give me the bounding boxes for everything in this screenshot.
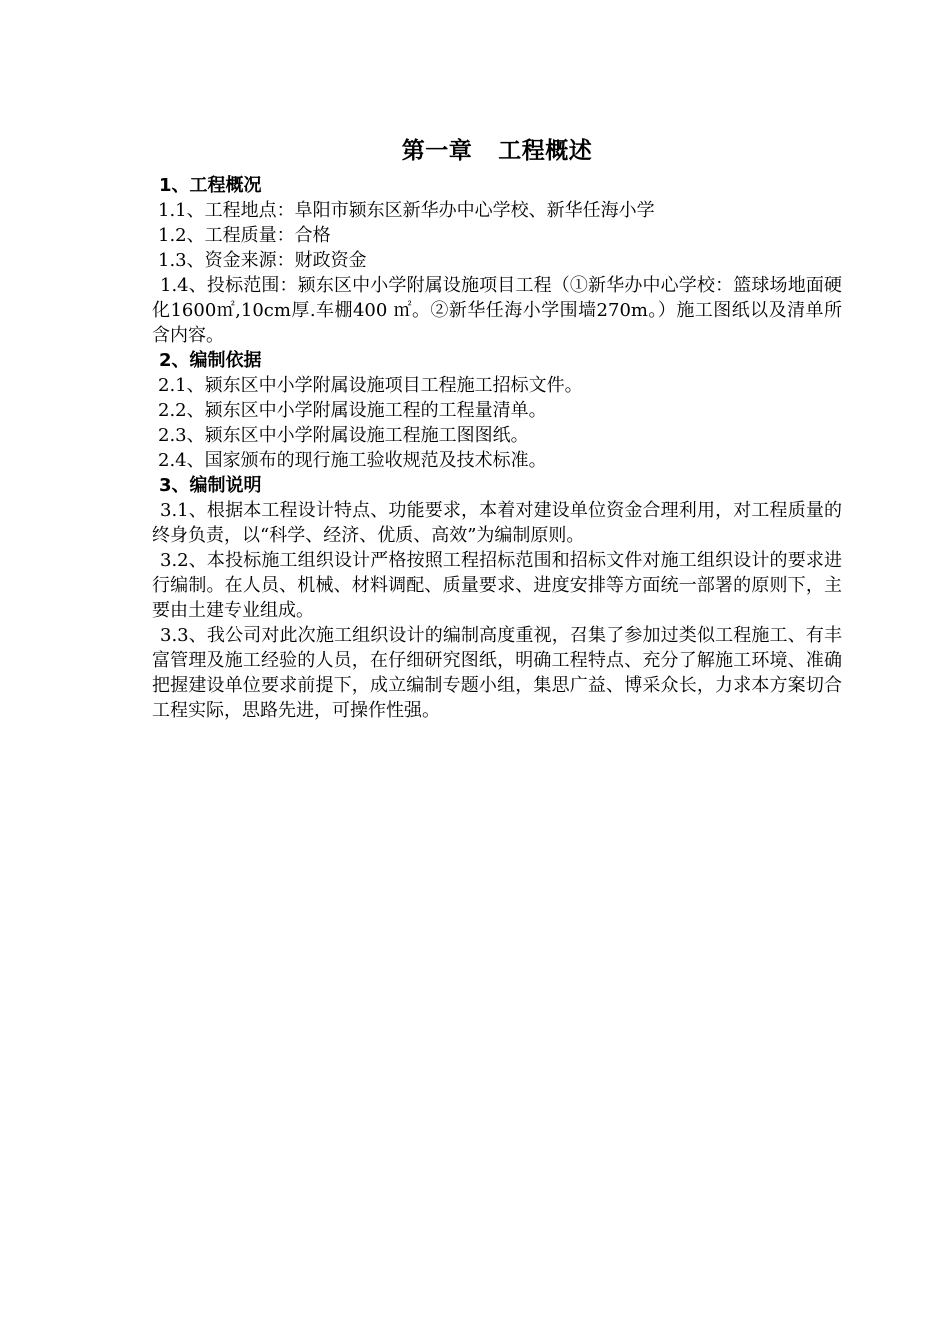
item-location: 1.1、工程地点：阜阳市颍东区新华办中心学校、新华任海小学 (158, 200, 655, 221)
item-bid-scope: 1.4、投标范围：颍东区中小学附属设施项目工程（①新华办中心学校：篮球场地面硬化1600㎡,10cm厚.车棚400 ㎡。②新华任海小学围墙270m。）施工图纸以及清单所含内容。 (152, 275, 842, 346)
item-quality: 1.2、工程质量：合格 (158, 225, 331, 246)
section-overview (152, 173, 842, 348)
item-basis-standards: 2.4、国家颁布的现行施工验收规范及技术标准。 (158, 450, 547, 471)
item-basis-drawings: 2.3、颍东区中小学附属设施工程施工图图纸。 (158, 425, 529, 446)
chapter-number: 第一章 (401, 138, 473, 164)
item-basis-tender: 2.1、颍东区中小学附属设施项目工程施工招标文件。 (158, 375, 583, 396)
document-body (152, 134, 842, 723)
section-heading: 1、工程概况 (159, 175, 262, 196)
section-notes (152, 473, 842, 723)
item-basis-bill: 2.2、颍东区中小学附属设施工程的工程量清单。 (158, 400, 547, 421)
section-basis (152, 348, 842, 473)
item-note-team: 3.3、我公司对此次施工组织设计的编制高度重视，召集了参加过类似工程施工、有丰富管理及施工经验的人员，在仔细研究图纸，明确工程特点、充分了解施工环境、准确把握建设单位要求前提下，成立编制专题小组，集思广益、博采众长，力求本方案切合工程实际，思路先进，可操作性强。 (152, 625, 842, 721)
section-heading: 3、编制说明 (159, 475, 262, 496)
item-funding: 1.3、资金来源：财政资金 (158, 250, 367, 271)
chapter-title (152, 134, 842, 168)
item-note-requirements: 3.2、本投标施工组织设计严格按照工程招标范围和招标文件对施工组织设计的要求进行编制。在人员、机械、材料调配、质量要求、进度安排等方面统一部署的原则下，主要由土建专业组成。 (152, 550, 842, 621)
section-heading: 2、编制依据 (159, 350, 262, 371)
chapter-name: 工程概述 (498, 138, 593, 164)
item-note-principle: 3.1、根据本工程设计特点、功能要求，本着对建设单位资金合理利用，对工程质量的终身负责，以“科学、经济、优质、高效”为编制原则。 (152, 500, 842, 546)
